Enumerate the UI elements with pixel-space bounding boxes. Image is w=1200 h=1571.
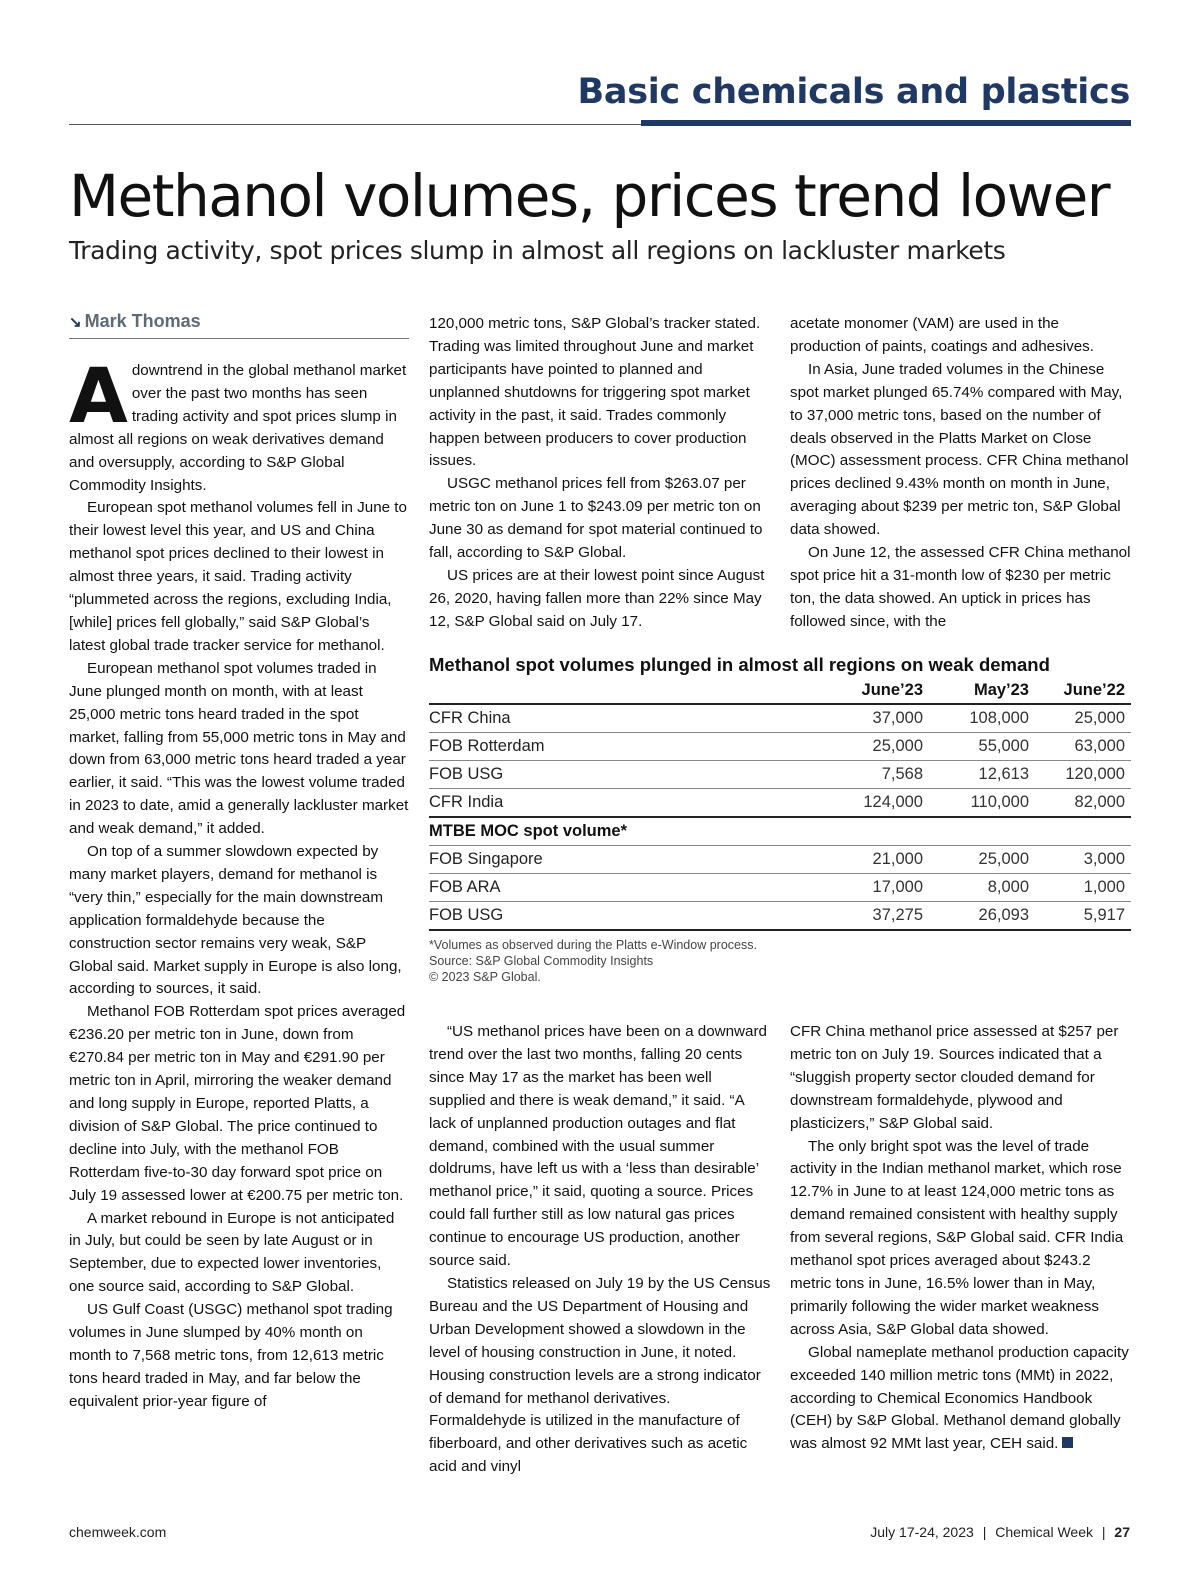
footer-info <box>870 1524 1130 1540</box>
paragraph: USGC methanol prices fell from $263.07 per metric ton on June 1 to $243.09 per metric ton on June 30 as demand for spot material continued to fall, according to S&P Global. <box>429 475 763 562</box>
arrow-down-right-icon: ↘ <box>69 314 82 331</box>
table-cell: 108,000 <box>969 709 1029 727</box>
table-cell: 7,568 <box>828 761 929 789</box>
table-copyright: © 2023 S&P Global. <box>429 970 541 984</box>
paragraph: “US methanol prices have been on a downward trend over the last two months, falling 20 cents since May 17 as the market has been well supplied and there is weak demand,” it said. “A lack of unplanned production outages and flat demand, combined with the usual summer doldrums, have left us with a ‘less than desirable’ methanol price,” it said, quoting a source. Prices could fall further still as low natural gas prices continue to encourage US production, another source said. <box>429 1023 767 1270</box>
table-cell: 3,000 <box>1035 846 1131 874</box>
paragraph: US prices are at their lowest point since August 26, 2020, having fallen more than 22% since May 12, S&P Global said on July 17. <box>429 566 765 630</box>
table-cell: FOB USG <box>429 902 828 931</box>
subhead: Trading activity, spot prices slump in almost all regions on lackluster markets <box>69 236 1006 265</box>
table-cell: 1,000 <box>1035 874 1131 902</box>
table-cell: 37,275 <box>828 902 929 931</box>
table-cell: FOB Singapore <box>429 846 828 874</box>
table-cell: 120,000 <box>1035 761 1131 789</box>
table-row <box>429 761 1131 789</box>
table-cell: 12,613 <box>929 761 1035 789</box>
article-column-2-bottom <box>429 1021 771 1479</box>
table-cell: 63,000 <box>1035 733 1131 761</box>
paragraph: US Gulf Coast (USGC) methanol spot trading volumes in June slumped by 40% month on month to 7,568 metric tons, from 12,613 metric tons heard traded in May, and far below the equivalent prior-year figure of <box>69 1301 393 1410</box>
table-row <box>429 733 1131 761</box>
table-cell: 26,093 <box>929 902 1035 931</box>
table-cell: FOB USG <box>429 761 828 789</box>
paragraph: On June 12, the assessed CFR China methanol spot price hit a 31-month low of $230 per metric ton, the data showed. An uptick in prices has followed since, with the <box>790 544 1131 630</box>
paragraph: 120,000 metric tons, S&P Global’s tracker stated. Trading was limited throughout June and market participants have pointed to planned and unplanned shutdowns for triggering spot market activity in the past, it said. Trades commonly happen between producers to cover production issues. <box>429 315 761 470</box>
table-cell: 25,000 <box>1074 709 1125 727</box>
section-title: Basic chemicals and plastics <box>577 72 1130 112</box>
paragraph: acetate monomer (VAM) are used in the production of paints, coatings and adhesives. <box>790 315 1094 355</box>
table-cell: 82,000 <box>1035 789 1131 818</box>
methanol-volume-table <box>429 680 1131 931</box>
table-header: June’22 <box>1035 680 1131 704</box>
paragraph: European spot methanol volumes fell in June to their lowest level this year, and US and China methanol spot prices declined to their lowest in almost three years, it said. Trading activity “plummeted across the regions, excluding India, [while] prices fell globally,” said S&P Global’s latest global trade tracker service for methanol. <box>69 499 407 654</box>
header-accent-rule <box>641 120 1131 126</box>
table-cell: 5,917 <box>1035 902 1131 931</box>
table-title: Methanol spot volumes plunged in almost all regions on weak demand <box>429 654 1050 675</box>
table-row <box>429 846 1131 874</box>
table-cell: 17,000 <box>828 874 929 902</box>
table-header <box>429 680 828 704</box>
table-row <box>429 902 1131 931</box>
headline: Methanol volumes, prices trend lower <box>69 162 1110 230</box>
table-cell: 124,000 <box>828 789 929 818</box>
table-header-row <box>429 680 1131 704</box>
footer-separator: | <box>982 1524 987 1540</box>
byline[interactable] <box>69 311 409 339</box>
paragraph: Adowntrend in the global methanol market over the past two months has seen trading activity and spot prices slump in almost all regions on weak derivatives demand and oversupply, according to S&P Global Commodity Insights. <box>69 351 407 494</box>
footer-date: July 17-24, 2023 <box>870 1524 974 1540</box>
author-name: Mark Thomas <box>84 311 201 331</box>
table-header: May’23 <box>929 680 1035 704</box>
paragraph: The only bright spot was the level of trade activity in the Indian methanol market, which rose 12.7% in June to at least 124,000 metric tons as demand remained consistent with healthy supply from several regions, S&P Global said. CFR India methanol spot prices averaged about $243.2 metric tons in June, 16.5% lower than in May, primarily following the wider market weakness across Asia, S&P Global data showed. <box>790 1137 1124 1338</box>
table-footnote: *Volumes as observed during the Platts e-Window process. <box>429 938 757 952</box>
paragraph: A market rebound in Europe is not anticipated in July, but could be seen by late August or in September, due to expected lower inventories, one source said, according to S&P Global. <box>69 1209 395 1296</box>
paragraph: In Asia, June traded volumes in the Chinese spot market plunged 65.74% compared with May, to 37,000 metric tons, based on the number of deals observed in the Platts Market on Close (MOC) assessment process. CFR China methanol prices declined 9.43% month on month in June, averaging about $239 per metric ton, S&P Global data showed. <box>790 360 1129 539</box>
table-row <box>429 874 1131 902</box>
table-subheader-row <box>429 817 1131 846</box>
footer-site-link[interactable]: chemweek.com <box>69 1524 167 1540</box>
paragraph: On top of a summer slowdown expected by many market players, demand for methanol is “very thin,” especially for the main downstream application formaldehyde because the construction sector remains very weak, S&P Global said. Market supply in Europe is also long, according to sources, it said. <box>69 843 402 998</box>
paragraph: CFR China methanol price assessed at $257 per metric ton on July 19. Sources indicated that a “sluggish property sector clouded demand for downstream formaldehyde, plywood and plasticizers,” S&P Global said. <box>790 1023 1119 1132</box>
table-subtitle: MTBE MOC spot volume* <box>429 817 1131 846</box>
table-cell: CFR India <box>429 789 828 818</box>
table-cell: CFR China <box>429 709 511 727</box>
table-source: Source: S&P Global Commodity Insights <box>429 954 654 968</box>
paragraph: European methanol spot volumes traded in June plunged month on month, with at least 25,000 metric tons heard traded in the spot market, falling from 55,000 metric tons in May and down from 63,000 metric tons heard traded a year earlier, it said. “This was the lowest volume traded in 2023 to date, amid a generally lackluster market and weak demand,” it added. <box>69 659 409 838</box>
footer-publication: Chemical Week <box>995 1524 1093 1540</box>
table-cell: FOB ARA <box>429 874 828 902</box>
article-column-3-bottom <box>790 1021 1132 1456</box>
table-cell: 25,000 <box>828 733 929 761</box>
page-number: 27 <box>1114 1524 1130 1540</box>
end-of-article-icon <box>1062 1437 1073 1448</box>
table-notes <box>429 937 1131 985</box>
article-column-2-top <box>429 313 771 634</box>
table-row <box>429 789 1131 818</box>
table-cell: FOB Rotterdam <box>429 733 828 761</box>
table-cell: 37,000 <box>872 709 923 727</box>
paragraph: Methanol FOB Rotterdam spot prices averaged €236.20 per metric ton in June, down from €270.84 per metric ton in May and €291.90 per metric ton in April, mirroring the weaker demand and long supply in Europe, reported Platts, a division of S&P Global. The price continued to decline into July, with the methanol FOB Rotterdam five-to-30 day forward spot price on July 19 assessed lower at €200.75 per metric ton. <box>69 1003 406 1204</box>
paragraph: Statistics released on July 19 by the US Census Bureau and the US Department of Housing and Urban Development showed a slowdown in the level of housing construction in June, it noted. Housing construction levels are a strong indicator of demand for methanol derivatives. Formaldehyde is utilized in the manufacture of fiberboard, and other derivatives such as acetic acid and vinyl <box>429 1274 771 1476</box>
table-cell: 8,000 <box>929 874 1035 902</box>
footer-separator: | <box>1101 1524 1106 1540</box>
article-column-3-top <box>790 313 1132 634</box>
paragraph: Global nameplate methanol production capacity exceeded 140 million metric tons (MMt) in 2022, according to Chemical Economics Handbook (CEH) by S&P Global. Methanol demand globally was almost 92 MMt last year, CEH said. <box>790 1343 1129 1453</box>
article-column-1 <box>69 351 409 1414</box>
table-cell: 55,000 <box>929 733 1035 761</box>
table-cell: 25,000 <box>929 846 1035 874</box>
table-row <box>429 704 1131 733</box>
table-cell: 110,000 <box>929 789 1035 818</box>
table-header: June’23 <box>828 680 929 704</box>
drop-cap: A <box>69 351 128 440</box>
table-cell: 21,000 <box>828 846 929 874</box>
data-table-block <box>429 654 1131 985</box>
